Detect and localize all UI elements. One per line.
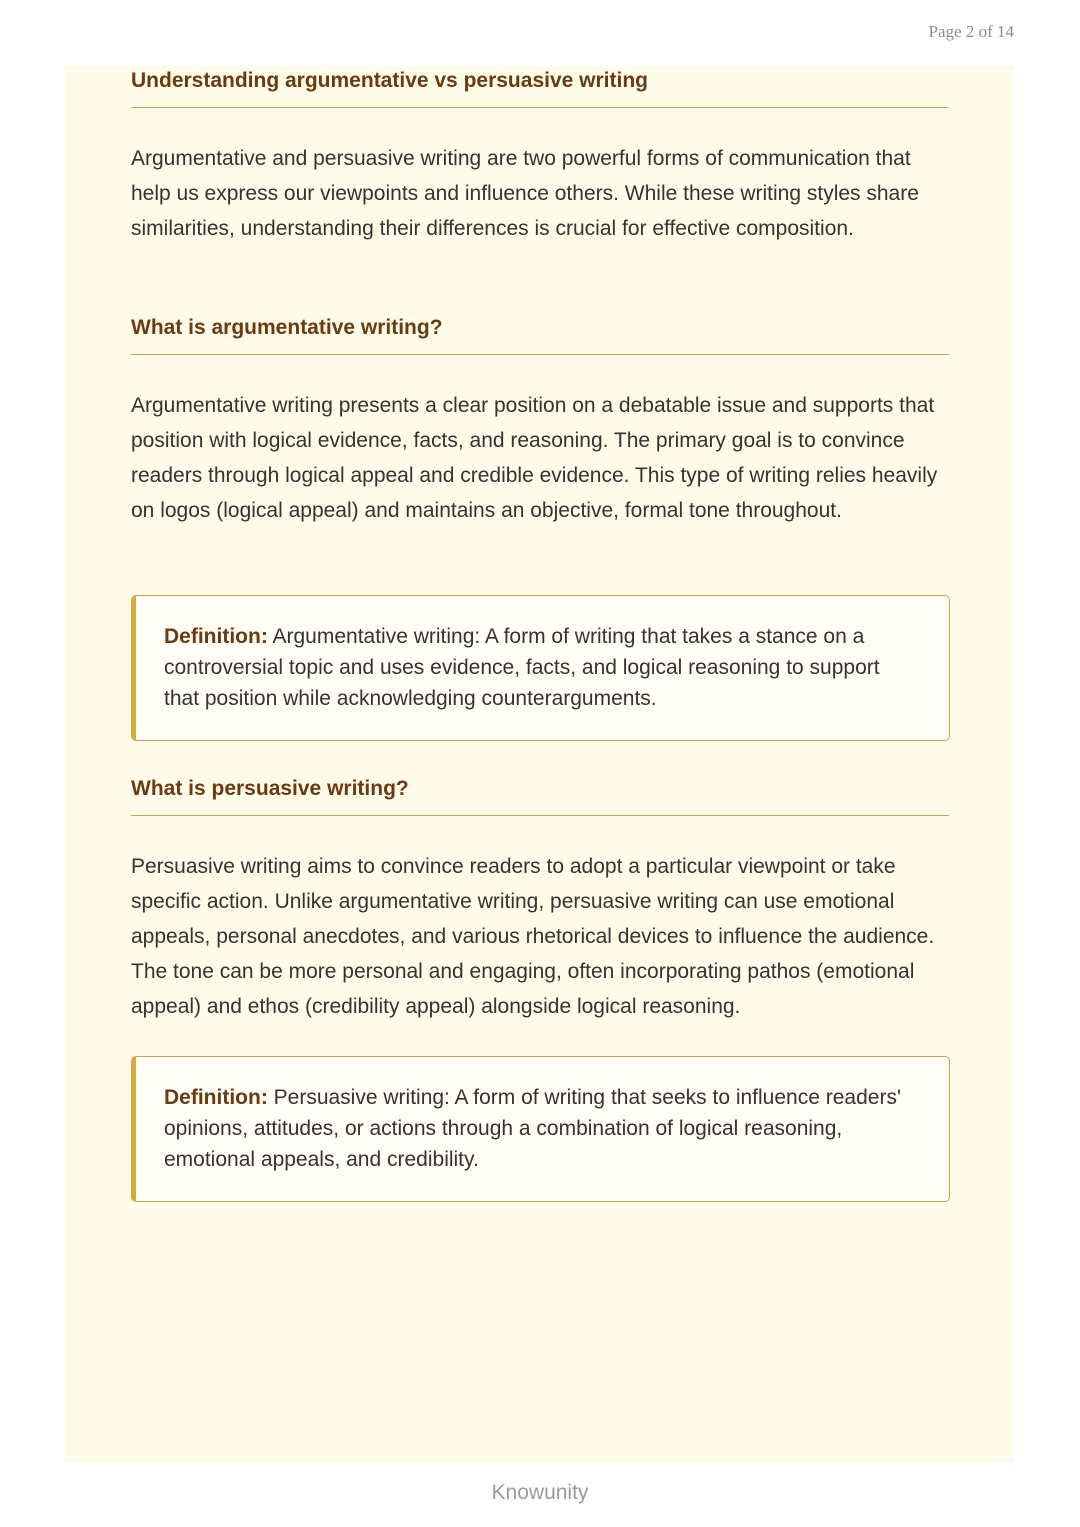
page-indicator: Page 2 of 14 [928,22,1014,41]
definition-label: Definition: [164,625,268,648]
section-heading-argumentative: What is argumentative writing? [131,315,949,355]
footer-brand: Knowunity [491,1481,589,1504]
section-heading-intro: Understanding argumentative vs persuasive writing [131,68,949,108]
document-page [65,66,1014,1462]
argumentative-paragraph: Argumentative writing presents a clear position on a debatable issue and supports that position with logical evidence, facts, and reasoning. The primary goal is to convince readers through logical appeal and credible evidence. This type of writing relies heavily on logos (logical appeal) and maintains an objective, formal tone throughout. [131,394,938,522]
definition-text: Persuasive writing: A form of writing that seeks to influence readers' opinions, attitudes, or actions through a combination of logical reasoning, emotional appeals, and credibility. [164,1086,901,1171]
persuasive-paragraph: Persuasive writing aims to convince readers to adopt a particular viewpoint or take specific action. Unlike argumentative writing, persuasive writing can use emotional appeals, personal anecdotes, and various rhetorical devices to influence the audience. The tone can be more personal and engaging, often incorporating pathos (emotional appeal) and ethos (credibility appeal) alongside logical reasoning. [131,855,935,1018]
definition-label: Definition: [164,1086,268,1109]
definition-box-persuasive [131,1056,950,1202]
definition-box-argumentative [131,595,950,741]
definition-text: Argumentative writing: A form of writing that takes a stance on a controversial topic and uses evidence, facts, and logical reasoning to support that position while acknowledging counterarguments. [164,625,880,710]
section-heading-persuasive: What is persuasive writing? [131,776,949,816]
intro-paragraph: Argumentative and persuasive writing are two powerful forms of communication that help us express our viewpoints and influence others. While these writing styles share similarities, understanding their differences is crucial for effective composition. [131,147,919,240]
